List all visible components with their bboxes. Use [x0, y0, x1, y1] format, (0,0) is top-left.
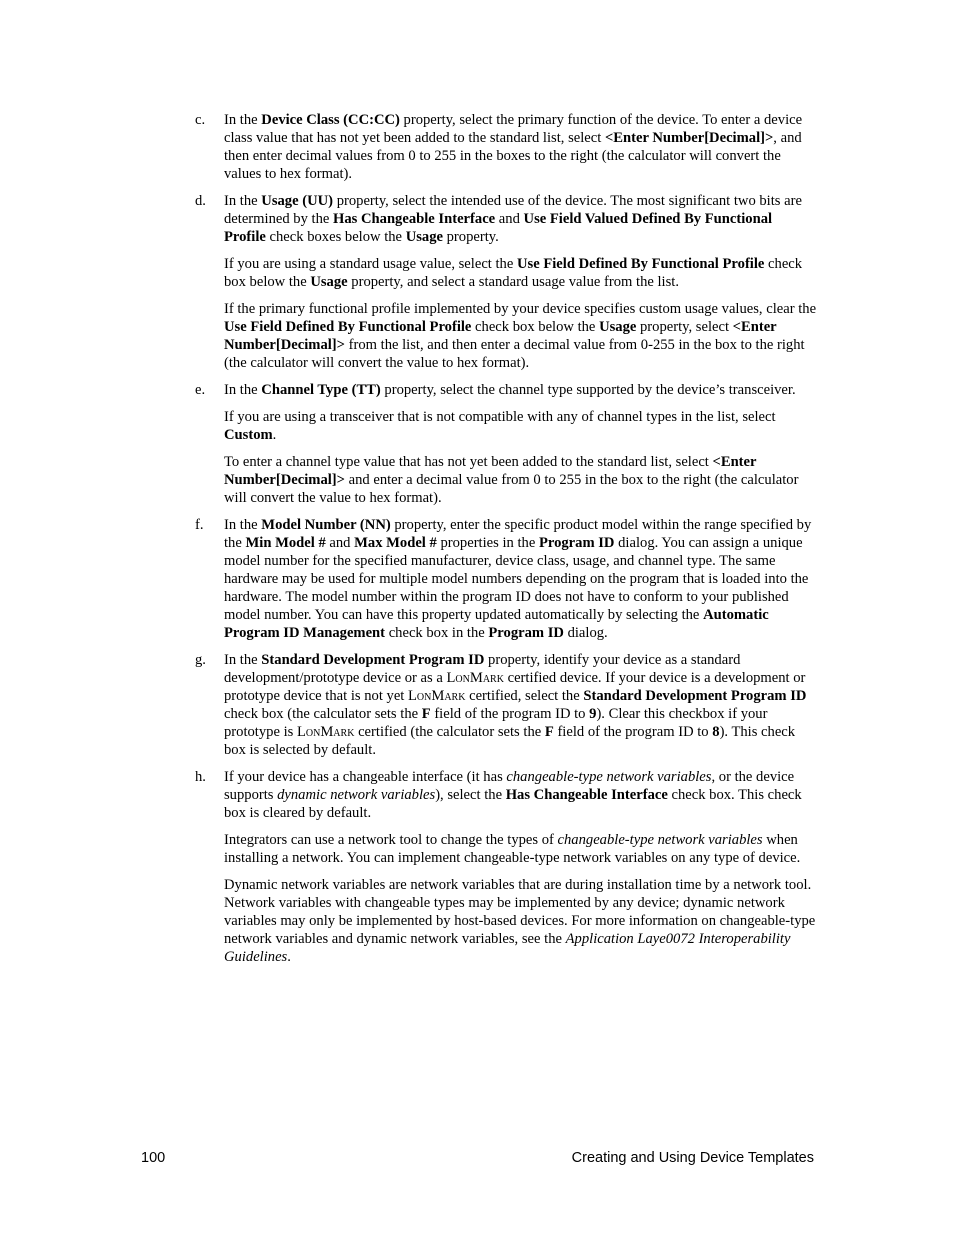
bold-text: Standard Development Program ID — [261, 652, 485, 668]
text-run: , or the device supports — [224, 769, 795, 803]
document-body — [195, 111, 817, 975]
list-item — [195, 768, 817, 966]
text-run: dialog. You can assign a unique model number for the specified manufacturer, device class, usage, and channel type. The same hardware may be used for multiple model numbers depending on the program that is loaded into the hardware. The model number within the program ID does not have to conform to your published model number. You can have this property updated automatically by selecting the — [224, 535, 809, 623]
bold-text: Program ID — [538, 535, 615, 551]
paragraph — [224, 255, 817, 291]
text-run: If the primary functional profile implemented by your device specifies custom usage values, clear the — [224, 301, 817, 317]
text-run: ). Clear this checkbox if your prototype is — [224, 706, 768, 740]
text-run: In the — [224, 652, 262, 668]
text-run: certified, select the — [465, 688, 584, 704]
bold-text: Max Model # — [354, 535, 437, 551]
list-item-marker: c. — [195, 112, 206, 128]
text-run: dialog. — [563, 625, 608, 641]
list-item — [195, 111, 817, 183]
paragraph — [224, 453, 817, 507]
text-run: check box in the — [385, 625, 489, 641]
bold-text: Usage (UU) — [261, 193, 334, 209]
text-run: certified device. If your device is a development or prototype device that is not yet — [224, 670, 806, 704]
text-run: from the list, and then enter a decimal value from 0-255 in the box to the right (the calculator will convert the value to hex format). — [224, 337, 805, 371]
text-run: property, identify your device as a standard development/prototype device or as a — [224, 652, 741, 686]
bold-text: Channel Type (TT) — [261, 382, 381, 398]
text-run: properties in the — [436, 535, 539, 551]
text-run: property, select the channel type supported by the device’s transceiver. — [380, 382, 796, 398]
bold-text: Min Model # — [245, 535, 326, 551]
bold-text: Has Changeable Interface — [333, 211, 496, 227]
text-run: property, select the primary function of the device. To enter a device class value that has not yet been added to the standard list, select — [224, 112, 803, 146]
text-run: property, and select a standard usage value from the list. — [347, 274, 679, 290]
bold-text: Has Changeable Interface — [505, 787, 668, 803]
text-run: In the — [224, 193, 262, 209]
text-run: If you are using a transceiver that is not compatible with any of channel types in the list, select — [224, 409, 776, 425]
bold-text: Use Field Valued Defined By Functional Profile — [224, 211, 773, 245]
list-item — [195, 651, 817, 759]
text-run: property, select the intended use of the device. The most significant two bits are determined by the — [224, 193, 802, 227]
italic-text: Application Laye0072 Interoperability Guidelines — [224, 931, 791, 965]
italic-text: dynamic network variables — [277, 787, 436, 803]
bold-text: <Enter Number[Decimal]> — [604, 130, 774, 146]
text-run: To enter a channel type value that has not yet been added to the standard list, select — [224, 454, 713, 470]
text-run: In the — [224, 517, 262, 533]
small-caps-text: LonMark — [408, 688, 466, 704]
bold-text: Device Class (CC:CC) — [261, 112, 400, 128]
text-run: and enter a decimal value from 0 to 255 in the box to the right (the calculator will convert the value to hex format). — [224, 472, 799, 506]
list-item-marker: h. — [195, 769, 206, 785]
italic-text: changeable-type network variables — [506, 769, 712, 785]
text-run: check boxes below the — [265, 229, 406, 245]
text-run: check box below the — [471, 319, 600, 335]
bold-text: Use Field Defined By Functional Profile — [516, 256, 765, 272]
text-run: and — [495, 211, 524, 227]
paragraph — [224, 192, 817, 246]
small-caps-text: LonMark — [446, 670, 504, 686]
text-run: check box. This check box is cleared by default. — [224, 787, 802, 821]
paragraph — [224, 381, 817, 399]
bold-text: Program ID — [488, 625, 564, 641]
paragraph — [224, 831, 817, 867]
italic-text: changeable-type network variables — [557, 832, 763, 848]
list-item-marker: e. — [195, 382, 206, 398]
text-run: field of the program ID to — [430, 706, 590, 722]
text-run: field of the program ID to — [553, 724, 713, 740]
text-run: ). This check box is selected by default. — [224, 724, 796, 758]
bold-text: Usage — [599, 319, 637, 335]
text-run: property. — [442, 229, 499, 245]
bold-text: 8 — [712, 724, 720, 740]
list-item-marker: g. — [195, 652, 206, 668]
text-run: Integrators can use a network tool to change the types of — [224, 832, 558, 848]
text-run: check box below the — [224, 256, 803, 290]
list-item-marker: d. — [195, 193, 206, 209]
chapter-title: Creating and Using Device Templates — [571, 1150, 814, 1166]
page-number: 100 — [141, 1150, 166, 1166]
bold-text: Use Field Defined By Functional Profile — [224, 319, 472, 335]
list-item — [195, 516, 817, 642]
bold-text: Usage — [405, 229, 443, 245]
text-run: property, select — [636, 319, 733, 335]
text-run: If your device has a changeable interface (it has — [224, 769, 507, 785]
list-item-marker: f. — [195, 517, 204, 533]
text-run: check box (the calculator sets the — [224, 706, 422, 722]
bold-text: Usage — [310, 274, 348, 290]
text-run: property, enter the specific product model within the range specified by the — [224, 517, 812, 551]
paragraph — [224, 516, 817, 642]
bold-text: Standard Development Program ID — [583, 688, 807, 704]
bold-text: <Enter Number[Decimal]> — [224, 319, 777, 353]
bold-text: F — [421, 706, 431, 722]
text-run: . — [272, 427, 277, 443]
bold-text: F — [544, 724, 554, 740]
text-run: In the — [224, 112, 262, 128]
text-run: Dynamic network variables are network variables that are during installation time by a network tool. Network variables with changeable types may be implemented by any device; dynamic network variables may only be implemented by host-based devices. For more information on changeable-type network variables and dynamic network variables, see the — [224, 877, 816, 947]
small-caps-text: LonMark — [296, 724, 355, 740]
bold-text: 9 — [589, 706, 597, 722]
bold-text: <Enter Number[Decimal]> — [224, 454, 757, 488]
text-run: ), select the — [435, 787, 506, 803]
paragraph — [224, 768, 817, 822]
paragraph — [224, 651, 817, 759]
text-run: If you are using a standard usage value, select the — [224, 256, 517, 272]
text-run: certified (the calculator sets the — [354, 724, 545, 740]
paragraph — [224, 300, 817, 372]
text-run: In the — [224, 382, 262, 398]
text-run: . — [287, 949, 291, 965]
bold-text: Automatic Program ID Management — [224, 607, 769, 641]
list-item — [195, 192, 817, 372]
bold-text: Model Number (NN) — [261, 517, 391, 533]
list-item — [195, 381, 817, 507]
paragraph — [224, 876, 817, 966]
text-run: and — [325, 535, 355, 551]
text-run: when installing a network. You can implement changeable-type network variables on any type of device. — [224, 832, 801, 866]
paragraph — [224, 408, 817, 444]
text-run: , and then enter decimal values from 0 to 255 in the boxes to the right (the calculator will convert the values to hex format). — [224, 130, 802, 182]
bold-text: Custom — [224, 427, 273, 443]
paragraph — [224, 111, 817, 183]
